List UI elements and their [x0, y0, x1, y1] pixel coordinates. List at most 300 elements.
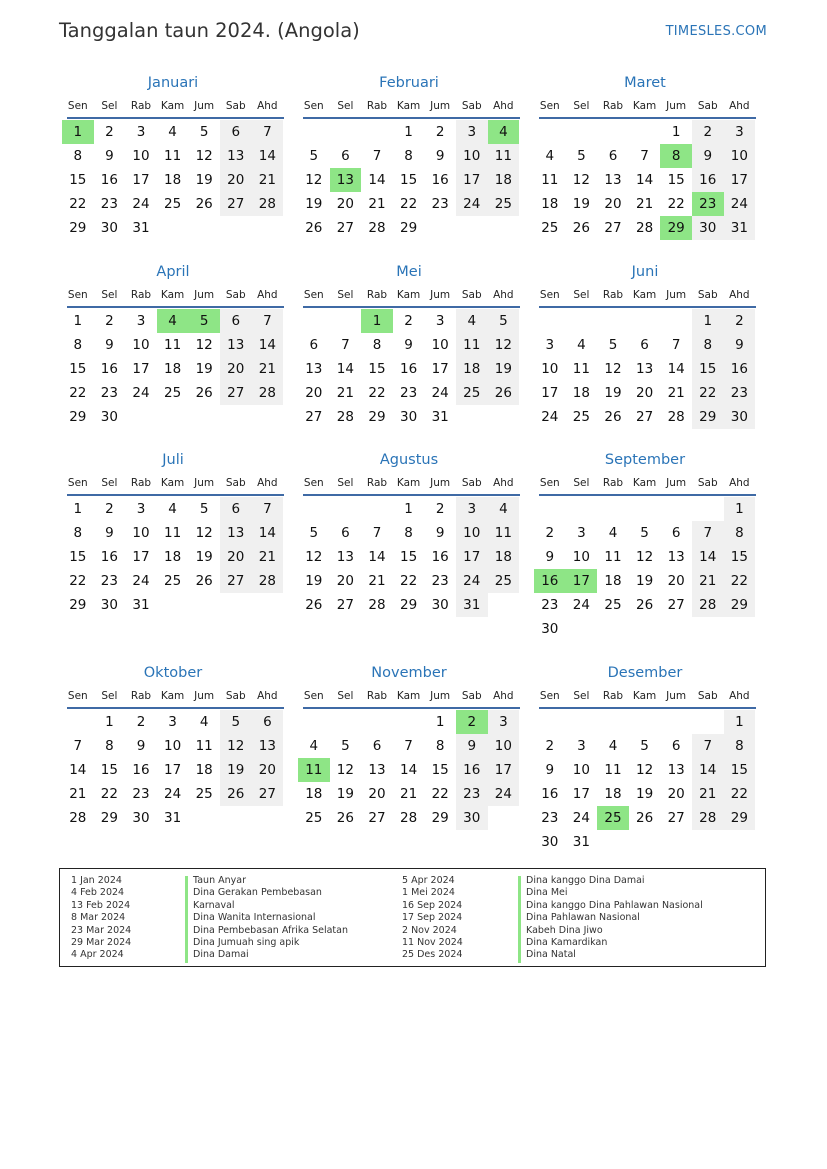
- header-rule: [303, 494, 520, 496]
- legend-holiday-name: Dina Gerakan Pembebasan: [193, 887, 322, 899]
- day-cell: 3: [136, 313, 146, 329]
- day-cell: 18: [163, 549, 182, 565]
- day-cell: 18: [488, 545, 520, 569]
- day-cell: 25: [163, 385, 182, 401]
- day-cell: 20: [667, 573, 685, 589]
- day-cell: 1: [404, 501, 413, 517]
- day-cell: 13: [667, 549, 685, 565]
- day-cell: 3: [435, 313, 445, 329]
- day-cell: 3: [456, 497, 488, 521]
- day-cell: 4: [199, 714, 209, 730]
- day-cell: 20: [220, 357, 252, 381]
- day-cell: 14: [336, 361, 354, 377]
- empty-cell: [692, 497, 724, 521]
- day-grid: [298, 497, 520, 617]
- day-cell: 28: [692, 593, 724, 617]
- day-cell: 15: [399, 172, 418, 188]
- day-cell: 9: [105, 525, 114, 541]
- day-cell: 22: [69, 385, 87, 401]
- day-cell: 16: [724, 357, 756, 381]
- empty-cell: [534, 710, 566, 734]
- day-cell: 8: [73, 337, 83, 353]
- day-cell: 12: [572, 172, 590, 188]
- weekday-label: Jum: [666, 100, 687, 112]
- day-cell: 7: [252, 309, 284, 333]
- month-name: Juli: [162, 452, 184, 468]
- empty-cell: [566, 710, 598, 734]
- day-cell: 10: [541, 361, 559, 377]
- day-cell: 5: [309, 148, 319, 164]
- day-cell: 19: [195, 549, 213, 565]
- weekday-label: Ahd: [257, 289, 278, 301]
- weekday-label: Kam: [160, 100, 185, 112]
- day-cell: 13: [336, 549, 354, 565]
- day-cell: 17: [456, 168, 488, 192]
- weekday-label: Sab: [461, 289, 482, 301]
- day-cell: 22: [368, 385, 386, 401]
- weekday-header: [62, 284, 284, 306]
- day-cell: 22: [100, 786, 118, 802]
- day-cell: 23: [399, 385, 418, 401]
- holiday-day-cell: 4: [157, 309, 189, 333]
- weekday-label: Sel: [101, 100, 118, 112]
- day-cell: 17: [132, 361, 150, 377]
- day-cell: 26: [305, 597, 323, 613]
- day-cell: 23: [100, 573, 118, 589]
- day-cell: 10: [132, 148, 150, 164]
- weekday-label: Jum: [430, 477, 451, 489]
- day-cell: 29: [69, 409, 87, 425]
- day-cell: 13: [368, 762, 386, 778]
- day-cell: 26: [572, 220, 590, 236]
- day-cell: 21: [252, 545, 284, 569]
- month-name: September: [604, 452, 686, 468]
- day-cell: 10: [572, 762, 590, 778]
- day-cell: 27: [667, 597, 685, 613]
- day-cell: 6: [252, 710, 284, 734]
- day-cell: 11: [195, 738, 213, 754]
- day-cell: 2: [692, 120, 724, 144]
- day-cell: 17: [431, 361, 449, 377]
- weekday-label: Ahd: [493, 100, 514, 112]
- day-cell: 17: [572, 786, 590, 802]
- day-cell: 20: [220, 168, 252, 192]
- day-cell: 7: [372, 525, 382, 541]
- day-cell: 1: [73, 501, 83, 517]
- day-cell: 5: [640, 525, 649, 541]
- weekday-label: Sen: [303, 289, 324, 301]
- holiday-legend: [59, 868, 766, 967]
- day-cell: 16: [431, 172, 449, 188]
- legend-dates-left: [71, 875, 131, 962]
- day-cell: 7: [640, 148, 649, 164]
- day-cell: 12: [195, 525, 213, 541]
- day-grid: [534, 309, 756, 429]
- weekday-label: Sen: [303, 477, 324, 489]
- day-cell: 16: [100, 361, 118, 377]
- day-cell: 9: [435, 148, 445, 164]
- day-cell: 22: [69, 573, 87, 589]
- month-maret: [534, 73, 756, 240]
- empty-cell: [629, 710, 661, 734]
- legend-holiday-name: Dina Natal: [526, 949, 576, 961]
- day-cell: 20: [336, 196, 354, 212]
- day-cell: 24: [132, 385, 150, 401]
- day-cell: 28: [399, 810, 418, 826]
- weekday-label: Kam: [160, 289, 185, 301]
- day-cell: 19: [195, 361, 213, 377]
- weekday-label: Jum: [194, 289, 215, 301]
- empty-cell: [330, 120, 362, 144]
- day-cell: 5: [220, 710, 252, 734]
- day-cell: 23: [100, 196, 118, 212]
- weekday-header: [534, 284, 756, 306]
- day-cell: 12: [604, 361, 622, 377]
- day-cell: 29: [69, 597, 87, 613]
- holiday-day-cell: 8: [660, 144, 692, 168]
- day-cell: 28: [368, 597, 386, 613]
- day-cell: 1: [105, 714, 114, 730]
- day-cell: 26: [635, 810, 654, 826]
- legend-date: 1 Jan 2024: [71, 875, 122, 886]
- day-cell: 18: [604, 786, 622, 802]
- day-cell: 21: [252, 168, 284, 192]
- day-cell: 8: [404, 525, 413, 541]
- day-grid: [62, 120, 284, 240]
- day-cell: 7: [692, 734, 724, 758]
- day-cell: 15: [667, 172, 685, 188]
- day-cell: 11: [456, 333, 488, 357]
- day-cell: 9: [545, 762, 555, 778]
- day-cell: 21: [667, 385, 685, 401]
- weekday-header: [298, 284, 520, 306]
- day-cell: 26: [336, 810, 354, 826]
- empty-cell: [692, 710, 724, 734]
- day-cell: 18: [163, 361, 182, 377]
- month-name: Januari: [147, 75, 199, 91]
- weekday-label: Ahd: [493, 289, 514, 301]
- day-cell: 18: [195, 762, 213, 778]
- legend-date: 13 Feb 2024: [71, 899, 131, 911]
- weekday-label: Rab: [602, 289, 624, 301]
- day-cell: 8: [105, 738, 114, 754]
- day-cell: 19: [635, 573, 654, 589]
- day-cell: 31: [431, 409, 449, 425]
- empty-cell: [660, 710, 692, 734]
- day-cell: 20: [368, 786, 386, 802]
- day-cell: 27: [667, 810, 685, 826]
- day-cell: 8: [692, 333, 724, 357]
- day-cell: 5: [199, 501, 209, 517]
- weekday-label: Jum: [194, 477, 215, 489]
- weekday-label: Rab: [366, 477, 388, 489]
- month-name: Agustus: [379, 452, 439, 468]
- day-cell: 1: [671, 124, 681, 140]
- legend-date: 23 Mar 2024: [71, 924, 132, 936]
- day-cell: 20: [667, 786, 685, 802]
- day-cell: 24: [132, 196, 150, 212]
- day-cell: 23: [431, 573, 449, 589]
- weekday-label: Ahd: [729, 289, 750, 301]
- weekday-label: Sab: [225, 477, 246, 489]
- day-grid: [62, 309, 284, 429]
- month-name: Februari: [379, 75, 439, 91]
- day-cell: 7: [252, 497, 284, 521]
- day-cell: 8: [372, 337, 382, 353]
- day-cell: 18: [541, 196, 559, 212]
- day-cell: 19: [220, 758, 252, 782]
- day-cell: 10: [724, 144, 756, 168]
- day-cell: 29: [692, 405, 724, 429]
- day-cell: 7: [73, 738, 83, 754]
- day-cell: 20: [635, 385, 654, 401]
- day-cell: 2: [435, 501, 445, 517]
- day-cell: 19: [572, 196, 590, 212]
- day-cell: 30: [692, 216, 724, 240]
- day-cell: 1: [692, 309, 724, 333]
- day-cell: 6: [220, 120, 252, 144]
- day-cell: 25: [488, 192, 520, 216]
- day-cell: 17: [488, 758, 520, 782]
- day-cell: 23: [541, 810, 559, 826]
- weekday-label: Sab: [225, 100, 246, 112]
- day-cell: 3: [136, 501, 146, 517]
- day-cell: 22: [724, 782, 756, 806]
- empty-cell: [660, 497, 692, 521]
- month-februari: [298, 73, 520, 240]
- weekday-label: Jum: [430, 690, 451, 702]
- day-cell: 16: [100, 172, 118, 188]
- empty-cell: [298, 120, 330, 144]
- day-cell: 20: [220, 545, 252, 569]
- month-april: [62, 262, 284, 429]
- weekday-header: [534, 472, 756, 494]
- day-cell: 12: [488, 333, 520, 357]
- empty-cell: [566, 497, 598, 521]
- weekday-label: Ahd: [257, 100, 278, 112]
- day-cell: 16: [431, 549, 449, 565]
- legend-date: 8 Mar 2024: [71, 912, 126, 924]
- day-cell: 30: [541, 834, 559, 850]
- weekday-label: Sab: [461, 690, 482, 702]
- day-cell: 23: [456, 782, 488, 806]
- day-cell: 8: [73, 525, 83, 541]
- day-grid: [534, 497, 756, 641]
- holiday-day-cell: 25: [597, 806, 629, 830]
- weekday-label: Ahd: [257, 690, 278, 702]
- day-cell: 19: [488, 357, 520, 381]
- day-cell: 6: [671, 738, 681, 754]
- day-cell: 30: [399, 409, 418, 425]
- weekday-label: Jum: [666, 289, 687, 301]
- month-november: [298, 663, 520, 830]
- day-grid: [298, 309, 520, 429]
- day-cell: 11: [604, 549, 622, 565]
- day-cell: 8: [724, 521, 756, 545]
- day-cell: 25: [488, 569, 520, 593]
- day-cell: 31: [724, 216, 756, 240]
- legend-holiday-name: Taun Anyar: [193, 875, 246, 886]
- day-cell: 15: [724, 545, 756, 569]
- day-cell: 8: [73, 148, 83, 164]
- legend-date: 5 Apr 2024: [402, 875, 455, 886]
- day-cell: 4: [608, 525, 618, 541]
- day-cell: 21: [69, 786, 87, 802]
- month-name: Mei: [396, 264, 422, 280]
- day-cell: 31: [132, 597, 150, 613]
- day-cell: 21: [252, 357, 284, 381]
- day-cell: 24: [572, 810, 590, 826]
- holiday-day-cell: 13: [330, 168, 362, 192]
- day-cell: 2: [545, 525, 555, 541]
- day-cell: 19: [635, 786, 654, 802]
- day-cell: 24: [541, 409, 559, 425]
- day-cell: 17: [456, 545, 488, 569]
- legend-date: 29 Mar 2024: [71, 936, 132, 948]
- weekday-label: Ahd: [493, 690, 514, 702]
- day-cell: 22: [399, 573, 418, 589]
- day-cell: 11: [572, 361, 590, 377]
- legend-date: 16 Sep 2024: [402, 899, 463, 911]
- holiday-day-cell: 16: [534, 569, 566, 593]
- day-cell: 14: [252, 333, 284, 357]
- day-cell: 21: [692, 782, 724, 806]
- day-cell: 8: [404, 148, 413, 164]
- day-cell: 20: [336, 573, 354, 589]
- empty-cell: [361, 710, 393, 734]
- day-cell: 23: [541, 597, 559, 613]
- day-cell: 2: [724, 309, 756, 333]
- day-cell: 21: [399, 786, 418, 802]
- day-cell: 27: [635, 409, 654, 425]
- weekday-label: Sel: [337, 289, 354, 301]
- day-cell: 31: [572, 834, 590, 850]
- weekday-label: Sel: [573, 690, 590, 702]
- day-cell: 26: [220, 782, 252, 806]
- day-cell: 18: [456, 357, 488, 381]
- day-cell: 29: [724, 593, 756, 617]
- day-cell: 12: [635, 549, 654, 565]
- site-link[interactable]: TIMESLES.COM: [665, 24, 767, 39]
- month-name: April: [156, 264, 190, 280]
- weekday-label: Ahd: [729, 477, 750, 489]
- day-cell: 18: [604, 573, 622, 589]
- day-cell: 14: [69, 762, 87, 778]
- legend-dates-right: [402, 875, 463, 962]
- day-cell: 3: [456, 120, 488, 144]
- day-cell: 5: [640, 738, 649, 754]
- day-cell: 19: [305, 573, 323, 589]
- day-cell: 2: [545, 738, 555, 754]
- day-cell: 15: [100, 762, 118, 778]
- day-cell: 7: [341, 337, 350, 353]
- legend-holiday-name: Dina Pembebasan Afrika Selatan: [193, 924, 348, 936]
- weekday-label: Sab: [225, 690, 246, 702]
- weekday-label: Rab: [366, 289, 388, 301]
- day-cell: 1: [73, 313, 83, 329]
- day-cell: 30: [100, 220, 118, 236]
- day-cell: 6: [220, 309, 252, 333]
- day-cell: 29: [399, 597, 418, 613]
- weekday-label: Sel: [337, 100, 354, 112]
- day-cell: 5: [577, 148, 586, 164]
- weekday-header: [534, 685, 756, 707]
- day-cell: 11: [541, 172, 559, 188]
- weekday-label: Sab: [461, 477, 482, 489]
- weekday-label: Sen: [303, 690, 324, 702]
- weekday-header: [534, 95, 756, 117]
- legend-date: 2 Nov 2024: [402, 924, 457, 936]
- day-cell: 28: [252, 192, 284, 216]
- day-cell: 27: [604, 220, 622, 236]
- day-cell: 13: [604, 172, 622, 188]
- day-cell: 12: [195, 337, 213, 353]
- day-cell: 24: [456, 569, 488, 593]
- day-cell: 25: [195, 786, 213, 802]
- day-cell: 10: [488, 734, 520, 758]
- legend-date: 17 Sep 2024: [402, 912, 463, 924]
- weekday-label: Sel: [337, 477, 354, 489]
- day-cell: 27: [305, 409, 323, 425]
- day-cell: 21: [368, 196, 386, 212]
- empty-cell: [361, 497, 393, 521]
- legend-holiday-name: Karnaval: [193, 899, 235, 911]
- day-cell: 2: [136, 714, 146, 730]
- weekday-header: [62, 685, 284, 707]
- day-cell: 24: [724, 192, 756, 216]
- weekday-header: [62, 472, 284, 494]
- legend-date: 1 Mei 2024: [402, 887, 455, 899]
- holiday-day-cell: 5: [188, 309, 220, 333]
- empty-cell: [597, 497, 629, 521]
- day-cell: 22: [667, 196, 685, 212]
- month-name: Maret: [624, 75, 666, 91]
- month-agustus: [298, 450, 520, 617]
- empty-cell: [330, 710, 362, 734]
- day-cell: 2: [435, 124, 445, 140]
- day-cell: 31: [456, 593, 488, 617]
- weekday-label: Ahd: [493, 477, 514, 489]
- day-cell: 11: [604, 762, 622, 778]
- day-cell: 3: [488, 710, 520, 734]
- legend-date: 11 Nov 2024: [402, 936, 463, 948]
- day-cell: 8: [435, 738, 445, 754]
- holiday-day-cell: 1: [361, 309, 393, 333]
- day-cell: 19: [195, 172, 213, 188]
- weekday-label: Kam: [396, 289, 421, 301]
- month-name: Juni: [631, 264, 659, 280]
- empty-cell: [361, 120, 393, 144]
- empty-cell: [566, 309, 598, 333]
- day-cell: 27: [220, 381, 252, 405]
- day-cell: 16: [541, 786, 559, 802]
- day-cell: 17: [724, 168, 756, 192]
- day-cell: 2: [404, 313, 413, 329]
- legend-holiday-name: Dina Kamardikan: [526, 936, 608, 948]
- header-rule: [67, 707, 284, 709]
- empty-cell: [660, 309, 692, 333]
- weekday-label: Sen: [303, 100, 324, 112]
- day-cell: 26: [604, 409, 622, 425]
- holiday-day-cell: 11: [298, 758, 330, 782]
- holiday-day-cell: 1: [62, 120, 94, 144]
- empty-cell: [597, 309, 629, 333]
- day-cell: 26: [195, 196, 213, 212]
- month-juni: [534, 262, 756, 429]
- day-grid: [62, 710, 284, 830]
- empty-cell: [298, 710, 330, 734]
- day-cell: 24: [163, 786, 182, 802]
